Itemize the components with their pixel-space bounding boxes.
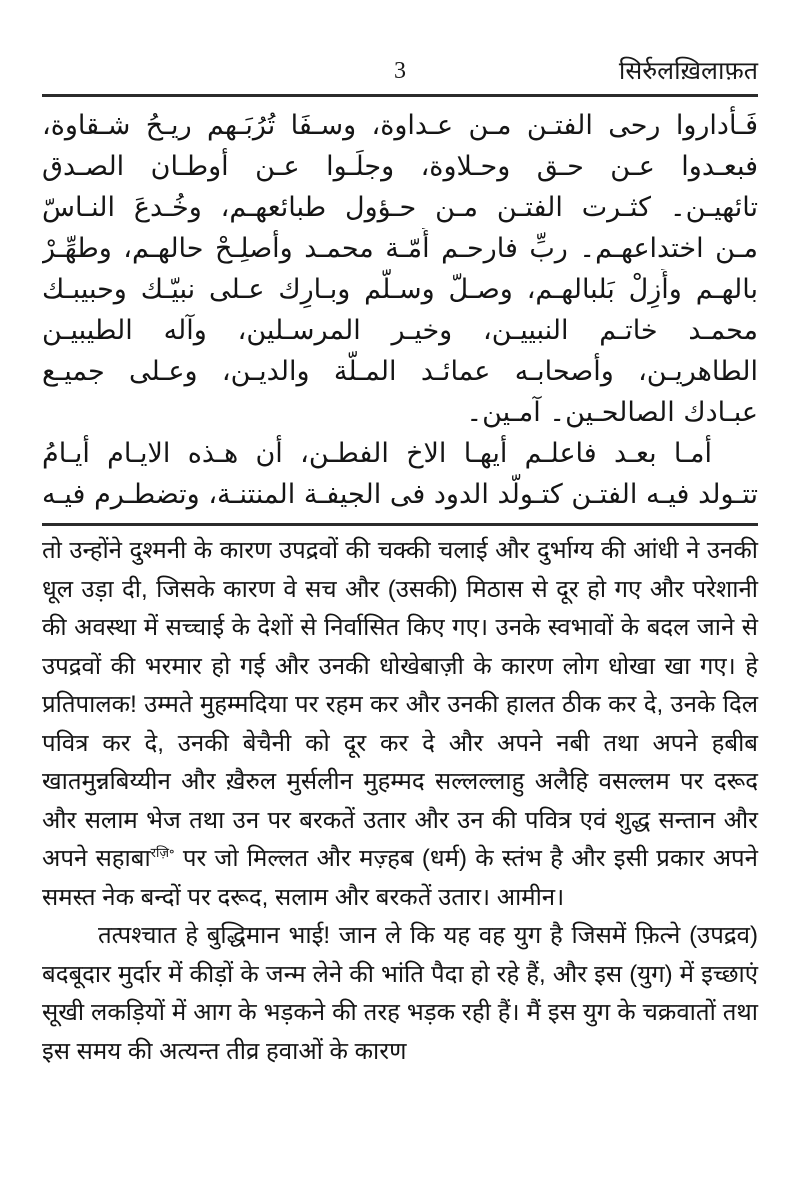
arabic-line: تتـولد فيـه الفتـن كتـولّد الدود فى الجيفـة المنتنـة، وتضطـرم فيـه <box>42 479 758 510</box>
page-number: 3 <box>394 58 406 84</box>
hindi-paragraph-1 <box>42 532 758 917</box>
hindi-paragraph-1-text-cont: पर जो मिल्लत और मज़्हब (धर्म) के स्तंभ है और इसी प्रकार अपने समस्त नेक बन्दों पर दरूद, सलाम और बरकतें उतार। आमीन। <box>42 845 758 911</box>
hindi-paragraph-1-text: तो उन्होंने दुश्मनी के कारण उपद्रवों की चक्की चलाई और दुर्भाग्य की आंधी ने उनकी धूल उड़ा दी, जिसके कारण वे सच और (उसकी) मिठास से दूर हो गए और परेशानी की अवस्था में सच्चाई के देशों से निर्वासित किए गए। उनके स्वभावों के बदल जाने से उपद्रवों की भरमार हो गई और उनकी धोखेबाज़ी के कारण लोग धोखा खा गए। हे प्रतिपालक! उम्मते मुहम्मदिया पर रहम कर और उनकी हालत ठीक कर दे, उनके दिल पवित्र कर दे, उनकी बेचैनी को दूर कर दे और अपने नबी तथा अपने हबीब खातमुन्नबिय्यीन और ख़ैरुल मुर्सलीन मुहम्मद सल्लल्लाहु अलैहि वसल्लम पर दरूद और सलाम भेज तथा उन पर बरकतें उतार और उन की पवित्र एवं शुद्ध सन्तान और अपने सहाबा <box>42 537 758 872</box>
hindi-translation-block <box>42 532 758 1071</box>
arabic-line: الطاهريـن، وأصحابـه عمائـد المـلّة والديـن، وعـلى جميـع <box>42 356 758 387</box>
page-header <box>42 52 758 90</box>
arabic-text-block <box>42 105 758 515</box>
arabic-line: عبـادك الصالحـين۔ آمـين۔ <box>466 397 758 428</box>
hindi-paragraph-2: तत्पश्चात हे बुद्धिमान भाई! जान ले कि यह वह युग है जिसमें फ़ित्ने (उपद्रव) बदबूदार मुर्दार में कीड़ों के जन्म लेने की भांति पैदा हो रहे हैं, और इस (युग) में इच्छाएं सूखी लकड़ियों में आग के भड़कने की तरह भड़क रही हैं। मैं इस युग के चक्रवातों तथा इस समय की अत्यन्त तीव्र हवाओं के कारण <box>42 922 758 1065</box>
arabic-line: فَـأداروا رحى الفتـن مـن عـداوة، وسـفَا تُرُبَـهم ريـحُ شـقاوة، <box>42 110 758 141</box>
sahaba-footnote-superscript: रज़ि॰ <box>150 845 175 860</box>
translation-separator-rule <box>42 523 758 526</box>
arabic-line: بالهـم وأَزِلْ بَلبالهـم، وصـلّ وسـلّم وبـارِك عـلى نبيّـك وحبيبـك <box>42 274 758 305</box>
header-rule <box>42 94 758 97</box>
arabic-line: مـن اختداعهـم۔ ربِّ فارحـم أُمّـة محمـد وأصلِـحْ حالهـم، وطهِّـرْ <box>42 233 758 264</box>
arabic-line: محمـد خاتـم النبييـن، وخيـر المرسـلين، وآله الطيبيـن <box>42 315 758 346</box>
arabic-line: تائهيـن۔ كثـرت الفتـن مـن حـؤول طبائعهـم، وخُـدعَ النـاسّ <box>42 192 758 223</box>
arabic-line: أمـا بعـد فاعلـم أيهـا الاخ الفطـن، أن هـذه الايـام أيـامُ <box>42 438 712 469</box>
arabic-line: فبعـدوا عـن حـق وحـلاوة، وجلَـوا عـن أوطـان الصـدق <box>42 151 758 182</box>
book-title-header: सिर्रुलख़िलाफ़त <box>618 57 758 85</box>
